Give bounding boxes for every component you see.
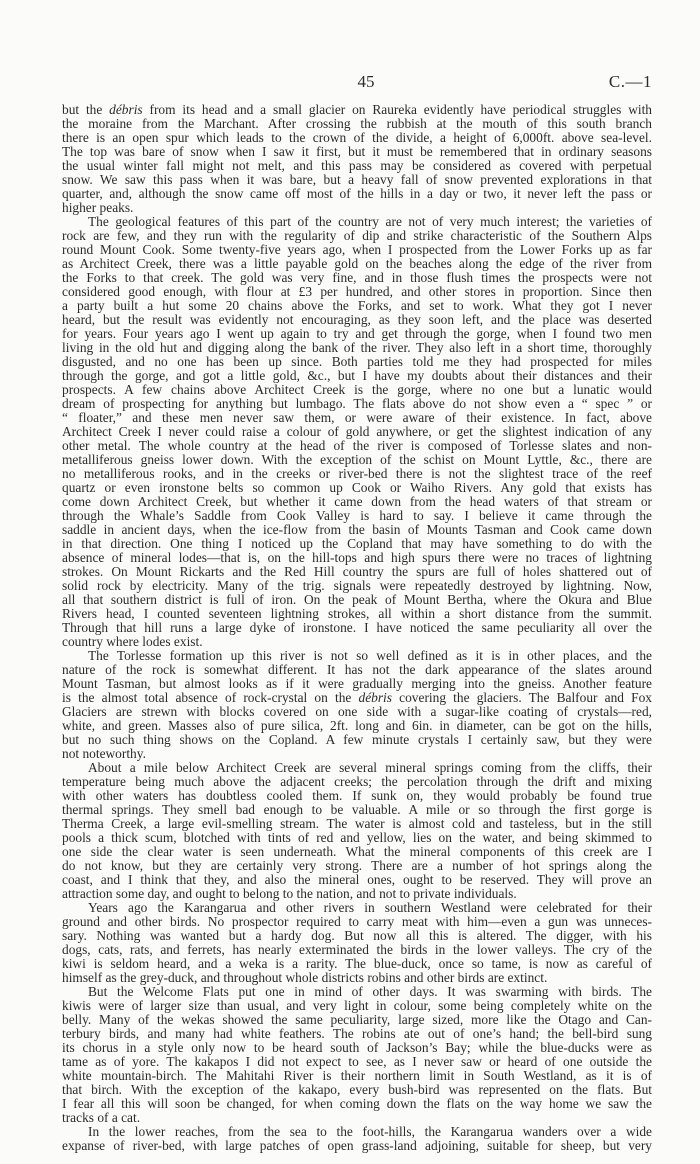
text-line: absence of mineral lodes—that is, on the hill-tops and high spurs there were no traces of lightning xyxy=(62,550,652,565)
text-line: Through that hill runs a large dyke of ironstone. I have noticed the same peculiarity all over the xyxy=(62,620,652,635)
text-line: prospects. A few chains above Architect Creek is the gorge, where no one but a lunatic would xyxy=(62,382,652,397)
page-header xyxy=(62,70,652,94)
text-line: pools a thick scum, blotched with tints of red and yellow, lies on the water, and being skimmed to xyxy=(62,830,652,845)
text-line: Years ago the Karangarua and other rivers in southern Westland were celebrated for their xyxy=(88,900,652,915)
text-line: white, and green. Masses also of pure silica, 2ft. long and 6in. in diameter, can be got on the hills, xyxy=(62,718,652,733)
text-line: In the lower reaches, from the sea to the foot-hills, the Karangarua wanders over a wide xyxy=(88,1124,652,1139)
text-line: with other waters has doubtless cooled them. If sunk on, they would probably be found true xyxy=(62,788,652,803)
text-line: living in the old hut and digging along the bank of the river. They also left in a short time, thoroughly xyxy=(62,340,652,355)
text-line: The top was bare of snow when I saw it first, but it must be remembered that in ordinary seasons xyxy=(62,144,652,159)
text-line: considered good enough, with flour at £3 per hundred, and other stores in proportion. Since then xyxy=(62,284,652,299)
text-line: strokes. On Mount Rickarts and the Red Hill country the spurs are full of holes shattered out of xyxy=(62,564,652,579)
text-line: tracks of a cat. xyxy=(62,1110,141,1125)
italic-word: débris xyxy=(109,102,143,117)
text-line: a party built a hut some 20 chains above the Forks, and set to work. What they got I never xyxy=(62,298,652,313)
text-line: quartz or even ironstone belts so common up Cook or Waiho Rivers. Any gold that exists has xyxy=(62,480,652,495)
text-line: Glaciers are strewn with blocks covered on one side with a sugar-like coating of crystals—red, xyxy=(62,704,652,719)
text-line: country where lodes exist. xyxy=(62,634,203,649)
paragraph xyxy=(62,985,652,1125)
text-line: But the Welcome Flats put one in mind of other days. It was swarming with birds. The xyxy=(88,984,652,999)
text-line: kiwis were of larger size than usual, and very light in colour, some being completely white on the xyxy=(62,998,652,1013)
page-number: 45 xyxy=(357,72,375,91)
text-line: metalliferous gneiss lower down. With the exception of the schist on Mount Lyttle, &c., there are xyxy=(62,452,652,467)
text-line: come down Architect Creek, but whether it came down from the head waters of that stream or xyxy=(62,494,652,509)
text-line: himself as the grey-duck, and throughout whole districts robins and other birds are extinct. xyxy=(62,970,548,985)
text-line: terbury birds, and many had white feathers. The robins ate out of one’s hand; the bell-bird sung xyxy=(62,1026,652,1041)
text-line: dream of prospecting for anything but lumbago. The flats above do not show even a “ spec ” or xyxy=(62,396,652,411)
text-line: The Torlesse formation up this river is not so well defined as it is in other places, and the xyxy=(88,648,652,663)
text-line: Rivers head, I counted seventeen lightning strokes, all within a short distance from the summit. xyxy=(62,606,652,621)
text-line: the Forks to that creek. The gold was very fine, and in those flush times the prospects were not xyxy=(62,270,652,285)
text-line: I fear all this will soon be changed, for when coming down the flats on the way home we saw the xyxy=(62,1096,652,1111)
text-segment: is the almost total absence of rock-crystal on the xyxy=(62,690,359,705)
text-line: snow. We saw this pass when it was bare, but a heavy fall of snow prevented explorations in that xyxy=(62,172,652,187)
text-line: The geological features of this part of the country are not of very much interest; the varieties of xyxy=(88,214,652,229)
paragraph xyxy=(62,761,652,901)
text-line: disgusted, and no one has been up since. Both parties told me they had prospected for miles xyxy=(62,354,652,369)
document-code: C.—1 xyxy=(608,72,652,91)
text-line: ground and other birds. No prospector required to carry meat with him—even a gun was unneces- xyxy=(62,914,652,929)
text-line: that birch. With the exception of the kakapo, every bush-bird was represented on the flats. But xyxy=(62,1082,652,1097)
text-line: dogs, cats, rats, and ferrets, has nearly exterminated the birds in the lower valleys. The cry of the xyxy=(62,942,652,957)
paragraph xyxy=(62,103,652,215)
body-text xyxy=(62,103,652,1153)
text-line: attraction some day, and ought to belong to the nation, and not to private individuals. xyxy=(62,886,517,901)
text-line: the usual winter fall might not melt, and this pass may be considered as covered with perpetual xyxy=(62,158,652,173)
text-line: one side the clear water is seen underneath. What the mineral components of this creek are I xyxy=(62,844,652,859)
text-line xyxy=(62,103,652,117)
text-line: heard, but the result was evidently not encouraging, as they soon left, and the place was deserted xyxy=(62,312,652,327)
text-line: expanse of river-bed, with large patches of open grass-land adjoining, suitable for sheep, but very xyxy=(62,1138,652,1153)
text-line: solid rock by electricity. Many of the trig. signals were repeatedly destroyed by lightning. Now, xyxy=(62,578,652,593)
text-line: Mount Tasman, but almost looks as if it were gradually merging into the gneiss. Another feature xyxy=(62,676,652,691)
text-line: not noteworthy. xyxy=(62,746,146,761)
text-line: as Architect Creek, there was a little payable gold on the beaches along the edge of the river from xyxy=(62,256,652,271)
text-line: kiwi is seldom heard, and a weka is a rarity. The blue-duck, once so tame, is now as careful of xyxy=(62,956,652,971)
text-line: Therma Creek, a large evil-smelling stream. The water is almost cold and tasteless, but in the still xyxy=(62,816,652,831)
text-line: through the Whale’s Saddle from Cook Valley is hard to say. I believe it came through the xyxy=(62,508,652,523)
text-line: for years. Four years ago I went up again to try and get through the gorge, when I found two men xyxy=(62,326,652,341)
text-line: other metal. The whole country at the head of the river is composed of Torlesse slates and non- xyxy=(62,438,652,453)
paragraph xyxy=(62,1125,652,1153)
text-line: quarter, and, although the snow came off most of the hills in a day or two, it never left the pass or xyxy=(62,186,652,201)
paragraph xyxy=(62,649,652,761)
text-line: its chorus in a style only now to be heard south of Jackson’s Bay; while the blue-ducks were as xyxy=(62,1040,652,1055)
text-line: there is an open spur which leads to the crown of the divide, a height of 6,000ft. above sea-level. xyxy=(62,130,652,145)
text-line: do not know, but they are certainly very strong. There are a number of hot springs along the xyxy=(62,858,652,873)
text-line: in that direction. One thing I noticed up the Copland that may have something to do with the xyxy=(62,536,652,551)
text-line: Architect Creek I never could raise a colour of gold anywhere, or get the slightest indication of any xyxy=(62,424,652,439)
italic-word: débris xyxy=(358,690,392,705)
text-segment: covering the glaciers. The Balfour and Fox xyxy=(392,690,652,705)
text-line: saddle in ancient days, when the ice-flow from the basin of Mounts Tasman and Cook came down xyxy=(62,522,652,537)
text-line: all that southern district is full of iron. On the peak of Mount Bertha, where the Okura and Blue xyxy=(62,592,652,607)
text-line: About a mile below Architect Creek are several mineral springs coming from the cliffs, their xyxy=(88,760,652,775)
text-segment: from its head and a small glacier on Raureka evidently have periodical struggles with xyxy=(142,102,652,117)
text-line: higher peaks. xyxy=(62,200,134,215)
text-line: sary. Nothing was wanted but a hardy dog. But now all this is altered. The digger, with his xyxy=(62,928,652,943)
text-line: but no such thing shows on the Copland. A few minute crystals I certainly saw, but they were xyxy=(62,732,652,747)
text-line: round Mount Cook. Some twenty-five years ago, when I prospected from the Lower Forks up as far xyxy=(62,242,652,257)
text-line xyxy=(62,691,652,705)
text-line: temperature being much above the adjacent creeks; the percolation through the drift and mixing xyxy=(62,774,652,789)
text-line: coast, and I think that they, and also the mineral ones, ought to be reserved. They will prove an xyxy=(62,872,652,887)
paragraph xyxy=(62,215,652,649)
text-line: tame as of yore. The kakapos I did not expect to see, as I never saw or heard of one outside the xyxy=(62,1054,652,1069)
text-line: nature of the rock is somewhat different. It has not the dark appearance of the slates around xyxy=(62,662,652,677)
paragraph xyxy=(62,901,652,985)
text-segment: but the xyxy=(62,102,110,117)
text-line: through the gorge, and got a little gold, &c., but I have my doubts about their distances and their xyxy=(62,368,652,383)
text-line: “ floater,” and these men never saw them, or were aware of their existence. In fact, above xyxy=(62,410,652,425)
text-line: rock are few, and they run with the regularity of dip and strike characteristic of the Southern Alps xyxy=(62,228,652,243)
text-line: the moraine from the Marchant. After crossing the rubbish at the mouth of this south branch xyxy=(62,116,652,131)
text-line: belly. Many of the wekas showed the same peculiarity, large sized, more like the Otago and Can- xyxy=(62,1012,652,1027)
text-line: no metalliferous rooks, and in the creeks or river-bed there is not the slightest trace of the reef xyxy=(62,466,652,481)
text-line: thermal springs. They smell bad enough to be valuable. A mile or so through the first gorge is xyxy=(62,802,652,817)
text-line: white mountain-birch. The Mahitahi River is their northern limit in South Westland, as it is of xyxy=(62,1068,652,1083)
